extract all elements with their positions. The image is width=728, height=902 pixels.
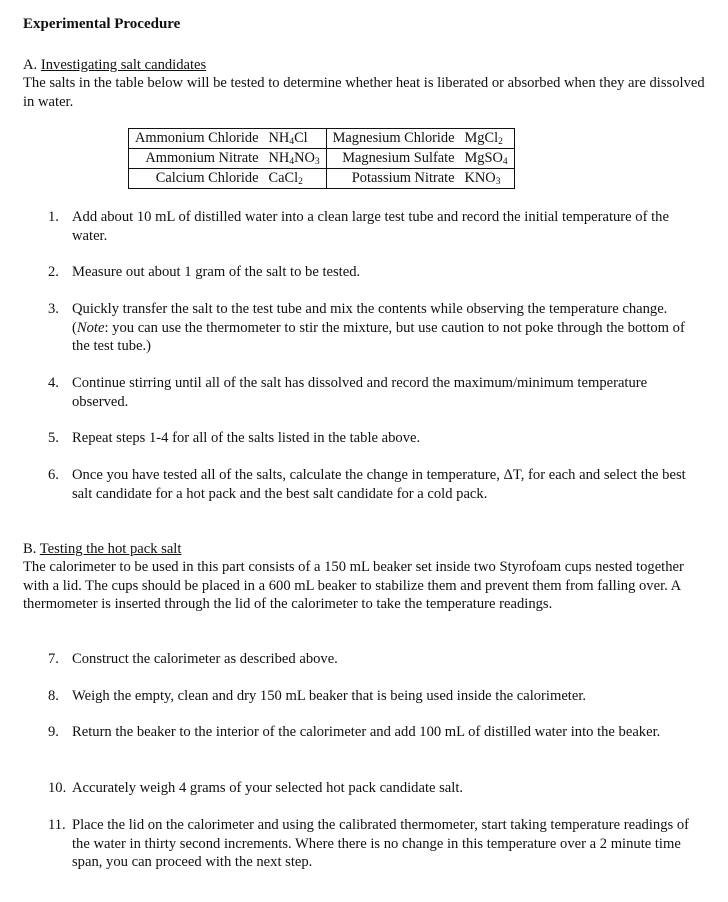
step-text: Weigh the empty, clean and dry 150 mL beaker that is being used inside the calorimeter.: [72, 688, 587, 704]
step-11: [48, 816, 698, 872]
salt-name: Ammonium Nitrate: [129, 149, 265, 169]
salt-formula-cell: [461, 169, 515, 189]
salt-formula-cell: [265, 129, 327, 149]
step-6: [48, 466, 698, 503]
step-9: [48, 723, 698, 742]
chemical-formula: MgSO$_4$: [464, 150, 508, 167]
salt-table: [128, 128, 515, 189]
section-b-heading: [23, 540, 181, 559]
step-text: Construct the calorimeter as described above.: [72, 651, 338, 667]
salt-formula-cell: [265, 169, 327, 189]
step-3: [48, 300, 698, 356]
section-b-prefix: B.: [23, 541, 37, 557]
step-number: 8.: [48, 688, 59, 704]
salt-formula-cell: [461, 149, 515, 169]
salt-formula-cell: [461, 129, 515, 149]
section-a-heading: [23, 56, 206, 75]
step-text: Accurately weigh 4 grams of your selected hot pack candidate salt.: [72, 780, 464, 796]
step-text: Continue stirring until all of the salt has dissolved and record the maximum/minimum temperature observed.: [72, 375, 648, 410]
step-number: 3.: [48, 301, 59, 317]
chemical-formula: $NH_4Cl$: [268, 130, 308, 147]
step-4: [48, 374, 698, 411]
step-8: [48, 687, 698, 706]
salt-table-row: [129, 169, 515, 189]
salt-name: Calcium Chloride: [129, 169, 265, 189]
step-number: 9.: [48, 724, 59, 740]
step-text: [72, 300, 698, 356]
step-text: Place the lid on the calorimeter and using the calibrated thermometer, start taking temperature readings of the water in thirty second increments. Where there is no change in this temperature over a 2 minute time span, you can proceed with the next step.: [72, 817, 689, 870]
section-b-intro: The calorimeter to be used in this part consists of a 150 mL beaker set inside two Styrofoam cups nested together with a lid. The cups should be placed in a 600 mL beaker to stabilize them and prevent them from falling over. A thermometer is inserted through the lid of the calorimeter to take the temperature readings.: [23, 559, 684, 612]
step-text-pre: Quickly transfer the salt to the test tube and mix the contents while observing the temperature change. (: [72, 301, 668, 336]
chemical-formula: MgCl$_2$: [464, 130, 503, 147]
step-number: 6.: [48, 467, 59, 483]
step-1: [48, 208, 698, 245]
step-text: Measure out about 1 gram of the salt to be tested.: [72, 264, 361, 280]
salt-name: Potassium Nitrate: [326, 169, 460, 189]
step-number: 11.: [48, 817, 66, 833]
step-5: [48, 429, 698, 448]
salt-table-row: [129, 129, 515, 149]
step-text: Add about 10 mL of distilled water into a clean large test tube and record the initial temperature of the water.: [72, 209, 669, 244]
step-text-post: : you can use the thermometer to stir the mixture, but use caution to not poke through the bottom of the test tube.): [72, 319, 685, 354]
step-number: 2.: [48, 264, 59, 280]
chemical-formula: $NH_4NO_3$: [268, 150, 320, 167]
chemical-formula: $KNO_3$: [464, 170, 501, 187]
step-text: Repeat steps 1-4 for all of the salts listed in the table above.: [72, 430, 421, 446]
step-number: 5.: [48, 430, 59, 446]
salt-name: Magnesium Chloride: [326, 129, 460, 149]
section-b-title: Testing the hot pack salt: [39, 541, 182, 557]
salt-name: Ammonium Chloride: [129, 129, 265, 149]
step-2: [48, 263, 698, 282]
step-number: 1.: [48, 209, 59, 225]
step-number: 4.: [48, 375, 59, 391]
section-a-prefix: A.: [23, 57, 38, 73]
salt-table-row: [129, 149, 515, 169]
step-number: 10.: [48, 780, 67, 796]
step-10: [48, 779, 698, 798]
salt-formula-cell: [265, 149, 327, 169]
step-text: Once you have tested all of the salts, calculate the change in temperature, ΔT, for each and select the best salt candidate for a hot pack and the best salt candidate for a cold pack.: [72, 467, 686, 502]
step-7: [48, 650, 698, 669]
section-a-title: Investigating salt candidates: [40, 57, 207, 73]
document-title: Experimental Procedure: [23, 16, 181, 32]
chemical-formula: CaCl$_2$: [268, 170, 303, 187]
note-label: Note: [76, 319, 105, 336]
salt-name: Magnesium Sulfate: [326, 149, 460, 169]
step-text: Return the beaker to the interior of the calorimeter and add 100 mL of distilled water into the beaker.: [72, 724, 661, 740]
section-a-intro: The salts in the table below will be tested to determine whether heat is liberated or absorbed when they are dissolved in water.: [23, 75, 705, 110]
step-number: 7.: [48, 651, 59, 667]
